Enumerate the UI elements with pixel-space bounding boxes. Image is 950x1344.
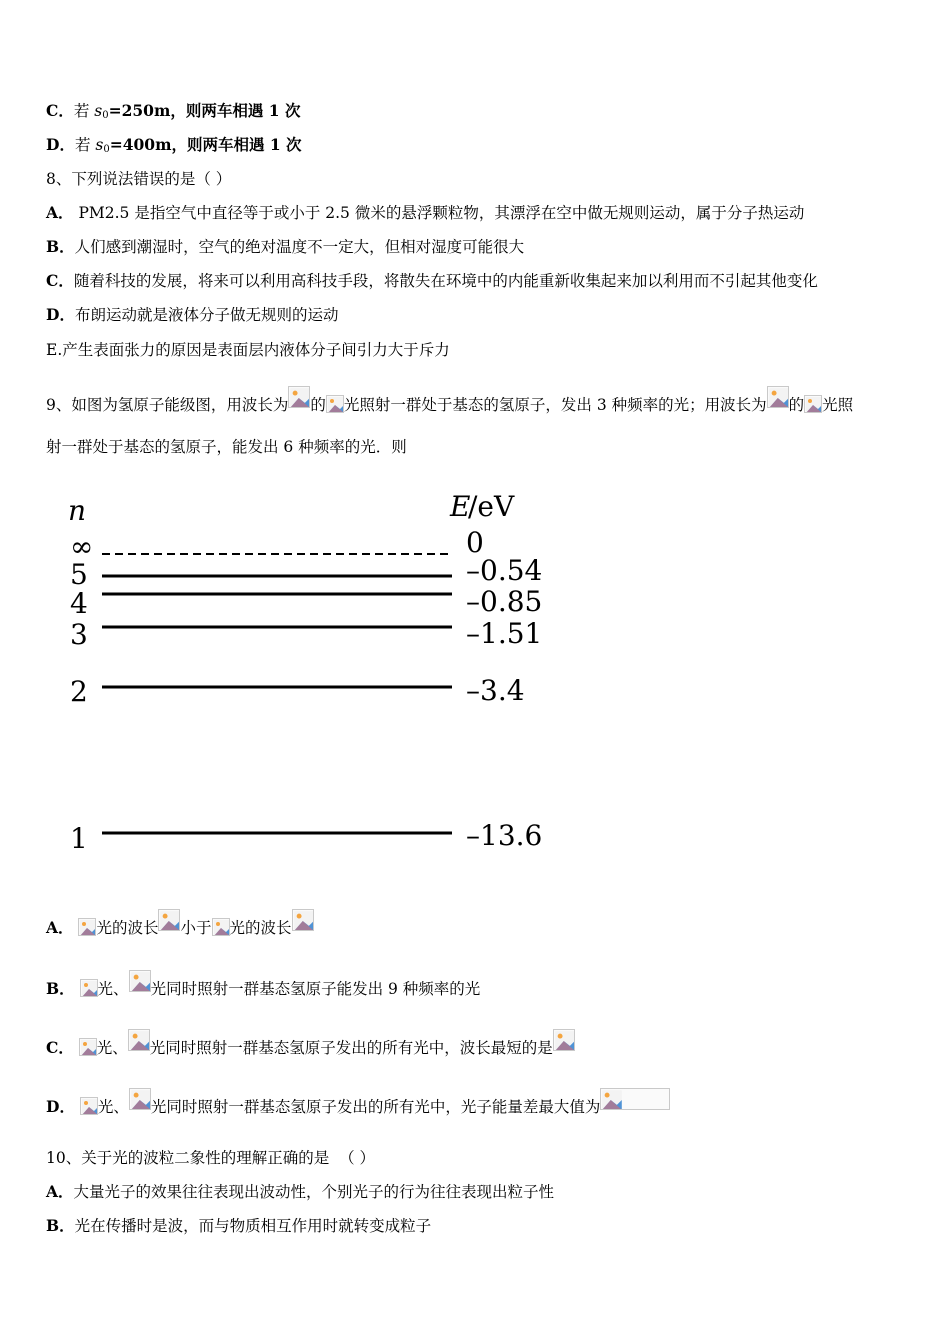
option-10a xyxy=(46,1182,554,1202)
text: 小于 xyxy=(180,919,212,937)
var-s: s xyxy=(95,136,104,154)
n-axis-label: n xyxy=(68,494,87,527)
text: 光、 xyxy=(97,1098,129,1116)
energy-levels xyxy=(70,526,542,855)
text: 9、如图为氢原子能级图，用波长为 xyxy=(46,396,289,414)
text: PM2.5 是指空气中直径等于或小于 2.5 微米的悬浮颗粒物，其漂浮在空中做无规则运动，属于分子热运动 xyxy=(78,204,805,222)
text: 若 xyxy=(73,102,95,120)
level-n-label: 4 xyxy=(70,587,88,620)
option-label: D． xyxy=(46,305,75,324)
text: 人们感到潮湿时，空气的绝对温度不一定大，但相对湿度可能很大 xyxy=(74,238,525,256)
option-9a xyxy=(46,909,314,938)
text: 随着科技的发展，将来可以利用高科技手段，将散失在环境中的内能重新收集起来加以利用而不引起其他变化 xyxy=(73,272,818,290)
option-label: D． xyxy=(46,135,75,154)
image-placeholder-icon xyxy=(129,970,151,992)
text: 光同时照射一群基态氢原子能发出 9 种频率的光 xyxy=(150,980,481,998)
image-placeholder-icon xyxy=(804,395,822,413)
level-n-label: ∞ xyxy=(70,530,94,563)
option-9d xyxy=(46,1088,670,1117)
option-9b xyxy=(46,970,480,999)
level-n-label: 2 xyxy=(70,675,88,708)
option-8d xyxy=(46,305,338,325)
image-placeholder-icon xyxy=(600,1088,670,1110)
option-label: B． xyxy=(46,1216,75,1235)
option-9c xyxy=(46,1029,575,1058)
level-n-label: 5 xyxy=(70,558,88,591)
image-placeholder-icon xyxy=(288,386,310,408)
text: 光的波长 xyxy=(96,919,159,937)
level-energy-value: –3.4 xyxy=(466,674,525,707)
question-9-cont: 射一群处于基态的氢原子，能发出 6 种频率的光．则 xyxy=(46,438,407,456)
option-10b xyxy=(46,1216,431,1236)
text: 的 xyxy=(788,396,805,414)
text: 光照 xyxy=(822,396,854,414)
image-placeholder-icon xyxy=(78,918,96,936)
text: =400m，则两车相遇 1 次 xyxy=(109,135,302,154)
image-placeholder-icon xyxy=(79,1038,97,1056)
option-7d xyxy=(46,135,302,160)
option-8c xyxy=(46,271,818,291)
text: 布朗运动就是液体分子做无规则的运动 xyxy=(74,306,339,324)
var-s: s xyxy=(94,102,103,120)
text: 光在传播时是波，而与物质相互作用时就转变成粒子 xyxy=(74,1217,432,1235)
option-label: A． xyxy=(46,203,74,222)
subscript: 0 xyxy=(103,144,110,155)
image-placeholder-icon xyxy=(129,1088,151,1110)
option-label: B． xyxy=(46,237,75,256)
option-label: A． xyxy=(46,1182,74,1201)
text: 10、关于光的波粒二象性的理解正确的是 xyxy=(46,1149,330,1167)
option-label: B． xyxy=(46,979,75,998)
image-placeholder-icon xyxy=(80,1097,98,1115)
level-energy-value: –0.54 xyxy=(466,554,543,587)
option-label: D． xyxy=(46,1097,75,1116)
answer-paren: （ ） xyxy=(339,1149,376,1167)
image-placeholder-icon xyxy=(553,1029,575,1051)
option-label: A． xyxy=(46,918,74,937)
option-8b xyxy=(46,237,524,257)
question-9 xyxy=(46,386,853,415)
option-label: C． xyxy=(46,101,74,120)
text: 光照射一群处于基态的氢原子，发出 3 种频率的光；用波长为 xyxy=(343,396,767,414)
question-8: 8、下列说法错误的是（ ） xyxy=(46,170,232,188)
text: 若 xyxy=(74,136,96,154)
energy-level-diagram xyxy=(60,486,580,856)
option-8a xyxy=(46,203,804,223)
image-placeholder-icon xyxy=(767,386,789,408)
level-energy-value: –13.6 xyxy=(466,819,543,852)
level-energy-value: –1.51 xyxy=(466,617,543,650)
level-energy-value: 0 xyxy=(466,526,484,559)
energy-axis-unit: /eV xyxy=(468,490,515,523)
image-placeholder-icon xyxy=(80,979,98,997)
text: 光同时照射一群基态氢原子发出的所有光中，光子能量差最大值为 xyxy=(150,1098,601,1116)
text: 光、 xyxy=(96,1039,128,1057)
text: 光的波长 xyxy=(229,919,292,937)
text: =250m，则两车相遇 1 次 xyxy=(108,101,301,120)
text: 的 xyxy=(310,396,326,414)
image-placeholder-icon xyxy=(212,918,230,936)
level-n-label: 3 xyxy=(70,618,88,651)
option-7c xyxy=(46,101,300,126)
image-placeholder-icon xyxy=(326,395,344,413)
image-placeholder-icon xyxy=(158,909,180,931)
question-10 xyxy=(46,1148,375,1168)
option-label: C． xyxy=(46,1038,74,1057)
option-8e: E.产生表面张力的原因是表面层内液体分子间引力大于斥力 xyxy=(46,341,450,359)
text: 大量光子的效果往往表现出波动性，个别光子的行为往往表现出粒子性 xyxy=(73,1183,555,1201)
level-energy-value: –0.85 xyxy=(466,585,543,618)
text: 光同时照射一群基态氢原子发出的所有光中，波长最短的是 xyxy=(149,1039,553,1057)
image-placeholder-icon xyxy=(128,1029,150,1051)
subscript: 0 xyxy=(102,110,109,121)
energy-axis-label: E xyxy=(450,490,471,523)
option-label: C． xyxy=(46,271,74,290)
image-placeholder-icon xyxy=(292,909,314,931)
text: 光、 xyxy=(97,980,129,998)
level-n-label: 1 xyxy=(70,822,88,855)
